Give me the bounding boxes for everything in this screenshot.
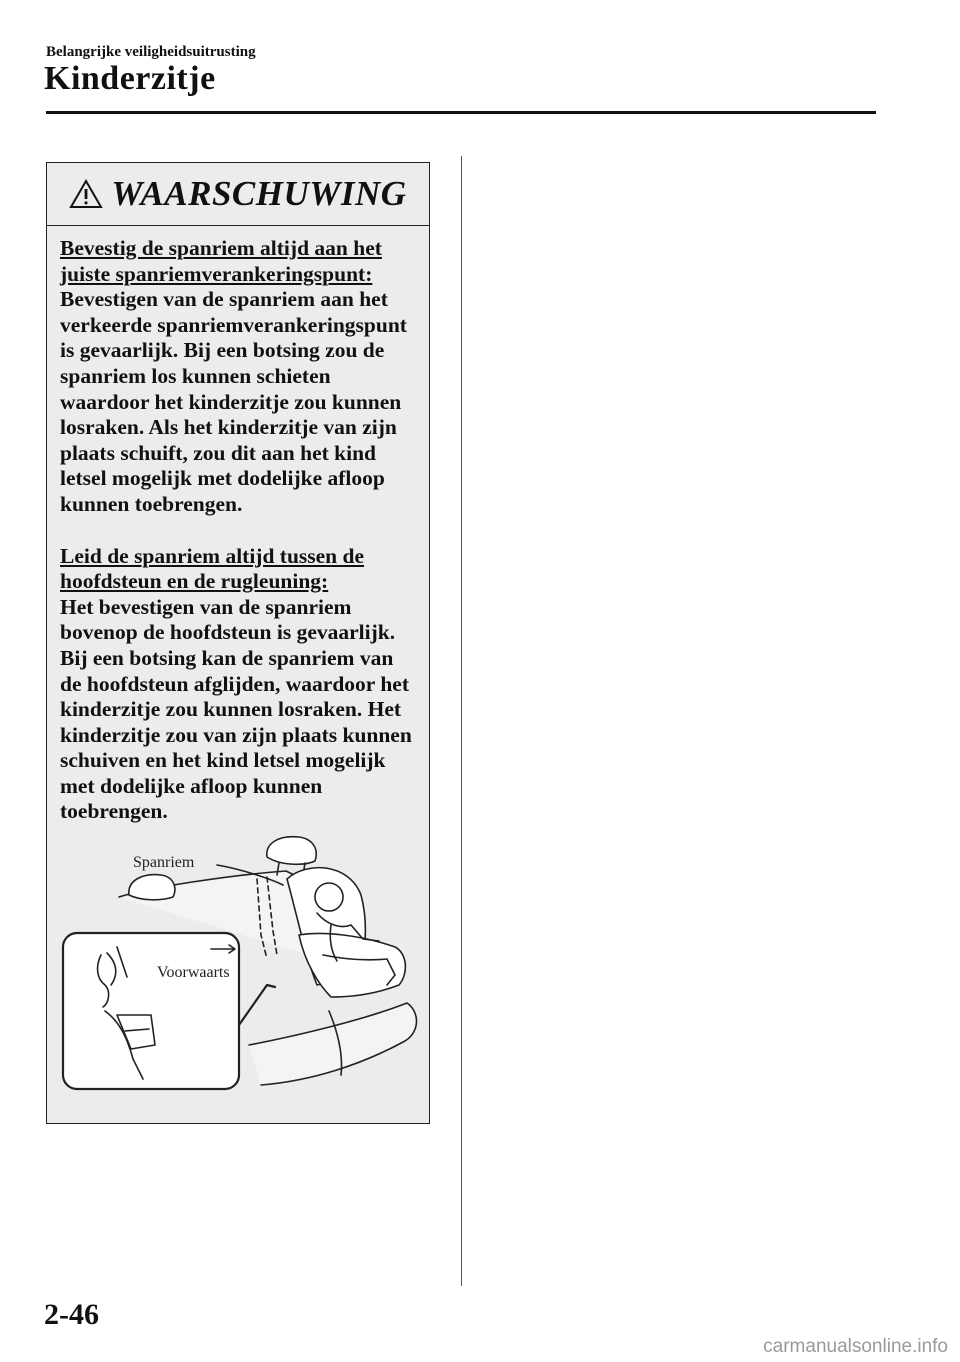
warning-heading-2: Leid de spanriem altijd tussen de hoofdsteun en de rugleuning: bbox=[60, 543, 365, 594]
warning-triangle-icon bbox=[69, 179, 103, 209]
warning-body bbox=[47, 226, 429, 825]
warning-text-2: Het bevestigen van de spanriem bovenop de hoofdsteun is gevaarlijk. Bij een botsing kan de spanriem van de hoofdsteun afglijden, waardoor het kinderzitje zou kunnen losraken. Het kinderzitje zou van zijn plaats kunnen schuiven en het kind letsel mogelijk met dodelijke afloop kunnen toebrengen. bbox=[60, 594, 412, 824]
page-number: 2-46 bbox=[44, 1298, 99, 1331]
warning-header bbox=[47, 163, 429, 226]
watermark: carmanualsonline.info bbox=[763, 1336, 948, 1357]
warning-text-1: Bevestigen van de spanriem aan het verkeerde spanriemverankeringspunt is gevaarlijk. Bij een botsing zou de spanriem los kunnen schieten waardoor het kinderzitje zou kunnen losraken. Als het kinderzitje van zijn plaats schuift, zou dit aan het kind letsel mogelijk met dodelijke afloop kunnen toebrengen. bbox=[60, 287, 407, 516]
warning-box bbox=[46, 162, 430, 1124]
page-title: Kinderzitje bbox=[44, 60, 216, 97]
title-rule bbox=[46, 111, 876, 114]
forward-label: Voorwaarts bbox=[157, 964, 230, 981]
warning-paragraph-2 bbox=[60, 544, 415, 826]
warning-heading-1: Bevestig de spanriem altijd aan het juiste spanriemverankeringspunt: bbox=[60, 236, 382, 286]
warning-paragraph-1 bbox=[60, 236, 415, 518]
column-divider bbox=[461, 156, 462, 1286]
warning-label: WAARSCHUWING bbox=[111, 174, 407, 213]
strap-label: Spanriem bbox=[133, 854, 195, 871]
child-seat-illustration bbox=[61, 835, 421, 1107]
section-header: Belangrijke veiligheidsuitrusting bbox=[46, 44, 256, 60]
